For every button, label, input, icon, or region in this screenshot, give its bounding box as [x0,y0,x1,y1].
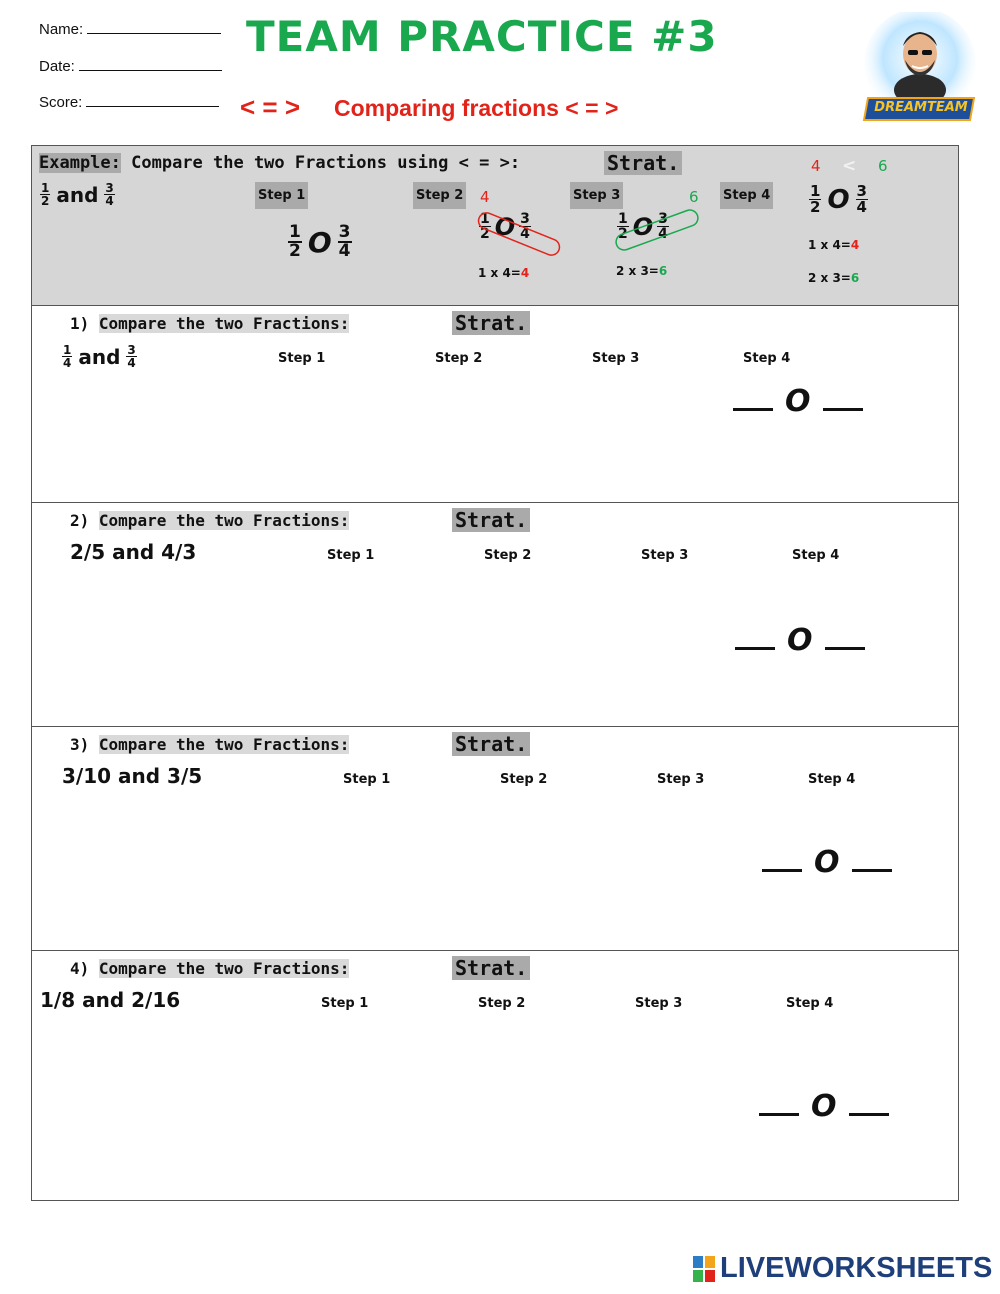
question-4-step-1: Step 1 [321,996,369,1011]
question-3-heading: 3) Compare the two Fractions: [70,735,350,754]
example-o-symbol: O [307,225,332,259]
example-step3-comparison: $\frac{1}{2}$ O $\frac{3}{4}$ [618,211,668,242]
question-3-blank-right[interactable] [852,850,892,872]
liveworksheets-footer [692,1252,992,1285]
question-1-step-3: Step 3 [592,351,640,366]
example-step4-num-left: 4 [811,157,821,175]
question-3-prompt: Compare the two Fractions: [98,735,350,754]
question-1-pair: $\frac{1}{4}$ and $\frac{3}{4}$ [63,343,136,370]
example-heading [39,153,520,173]
example-pair [40,182,115,207]
question-3-step-3: Step 3 [657,772,705,787]
question-1-strat: Strat. [452,311,530,335]
question-1-blank-right[interactable] [823,389,863,411]
question-3-pair: 3/10 and 3/5 [62,764,203,788]
example-step-2: Step 2 [413,182,466,209]
example-step-4: Step 4 [720,182,773,209]
dreamteam-logo [862,12,980,130]
example-step2-comparison: $\frac{1}{2}$ O $\frac{3}{4}$ [480,211,530,242]
question-4-answer[interactable]: O [759,1089,889,1124]
logo-text: DREAMTEAM [874,100,968,115]
question-2-blank-left[interactable] [735,628,775,650]
question-1-section [31,305,959,503]
score-input[interactable] [86,93,219,107]
question-2-blank-right[interactable] [825,628,865,650]
question-4-heading: 4) Compare the two Fractions: [70,959,350,978]
example-and: and [56,182,99,207]
liveworksheets-brand: LIVEWORKSHEETS [720,1252,993,1284]
question-3-blank-left[interactable] [762,850,802,872]
example-label: Example: [39,153,121,173]
example-step4-calc-1: 1 x 4=4 [808,238,860,252]
example-step2-calc: 1 x 4=4 [478,266,530,280]
question-3-step-4: Step 4 [808,772,856,787]
score-label: Score: [39,94,83,111]
question-1-blank-left[interactable] [733,389,773,411]
question-4-prompt: Compare the two Fractions: [98,959,350,978]
question-1-heading: 1) Compare the two Fractions: [70,314,350,333]
question-4-blank-left[interactable] [759,1094,799,1116]
name-label: Name: [39,21,84,38]
example-strat: Strat. [604,151,682,175]
question-1-step-1: Step 1 [278,351,326,366]
question-1-step-4: Step 4 [743,351,791,366]
example-step-3: Step 3 [570,182,623,209]
question-4-pair: 1/8 and 2/16 [40,988,181,1012]
name-input[interactable] [87,20,221,34]
question-4-strat: Strat. [452,956,530,980]
example-fraction-1: $\frac{1}{2}$ [41,181,50,208]
example-step-1: Step 1 [255,182,308,209]
question-4-section [31,950,959,1201]
example-step4-comparison: $\frac{1}{2}$ O $\frac{3}{4}$ [810,182,867,216]
example-step3-num: 6 [689,188,699,206]
example-result-sign: < [842,156,857,176]
example-step2-num: 4 [480,188,490,206]
question-2-section [31,502,959,727]
example-section [31,145,959,306]
question-1-prompt: Compare the two Fractions: [98,314,350,333]
question-3-strat: Strat. [452,732,530,756]
example-step4-calc-2: 2 x 3=6 [808,271,860,285]
example-step3-calc: 2 x 3=6 [616,264,668,278]
question-2-step-1: Step 1 [327,548,375,563]
date-label: Date: [39,58,75,75]
date-field [39,57,222,75]
example-step1-comparison: $\frac{1}{2}$ O $\frac{3}{4}$ [289,222,351,261]
question-3-step-1: Step 1 [343,772,391,787]
example-step2-cross-loop [472,206,564,258]
score-field [39,93,219,111]
example-fraction-2: $\frac{3}{4}$ [105,181,114,208]
question-1-step-2: Step 2 [435,351,483,366]
question-2-step-4: Step 4 [792,548,840,563]
question-4-step-4: Step 4 [786,996,834,1011]
question-2-answer[interactable]: O [735,623,865,658]
page-subtitle: Comparing fractions < = > [334,95,619,121]
question-4-blank-right[interactable] [849,1094,889,1116]
question-2-pair: 2/5 and 4/3 [70,540,197,564]
question-1-answer[interactable]: O [733,384,863,419]
question-3-step-2: Step 2 [500,772,548,787]
page-title: TEAM PRACTICE #3 [246,12,718,61]
example-step3-cross-loop [610,204,702,256]
question-4-step-2: Step 2 [478,996,526,1011]
liveworksheets-logo-icon [692,1255,716,1283]
question-2-step-2: Step 2 [484,548,532,563]
question-2-strat: Strat. [452,508,530,532]
question-2-step-3: Step 3 [641,548,689,563]
subtitle-symbols: < = > [240,92,300,122]
question-3-section [31,726,959,951]
example-step4-num-right: 6 [878,157,888,175]
question-2-heading: 2) Compare the two Fractions: [70,511,350,530]
example-prompt: Compare the two Fractions using < = >: [120,153,521,173]
date-input[interactable] [79,57,222,71]
name-field [39,20,221,38]
question-2-prompt: Compare the two Fractions: [98,511,350,530]
question-4-step-3: Step 3 [635,996,683,1011]
question-3-answer[interactable]: O [762,845,892,880]
